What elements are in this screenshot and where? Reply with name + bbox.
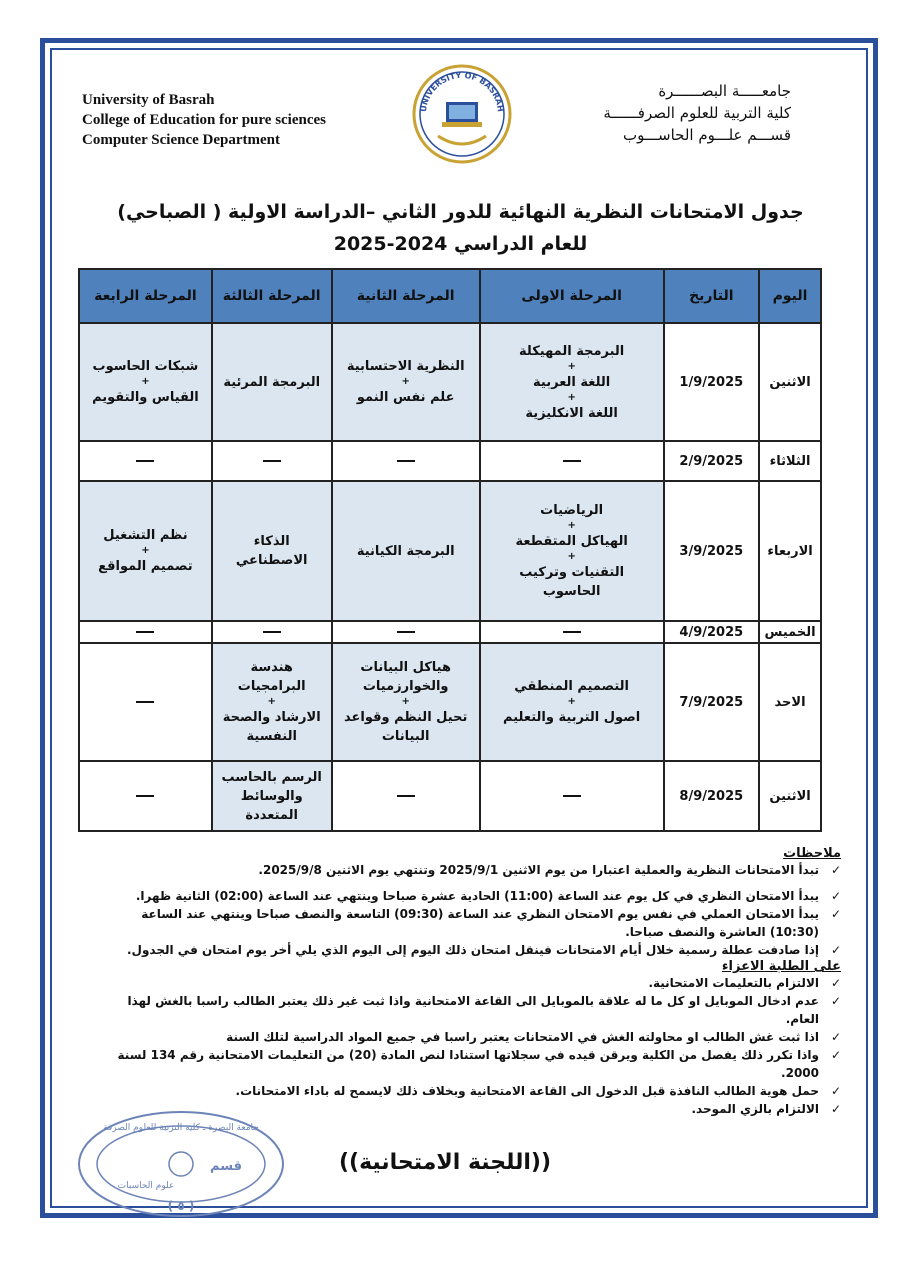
course-name: اللغة العربية: [533, 374, 611, 390]
empty-dash: [397, 795, 415, 797]
empty-dash: [136, 795, 154, 797]
plus-separator: +: [567, 391, 576, 403]
table-row: [79, 621, 821, 643]
cell-stage-3: [212, 643, 332, 761]
cell-stage-4: [79, 481, 212, 621]
course-name: اللغة الانكليزية: [525, 405, 618, 421]
cell-stage-3: [212, 481, 332, 621]
cell-day: الاحد: [759, 643, 821, 761]
table-row: [79, 481, 821, 621]
cell-date: 8/9/2025: [664, 761, 760, 831]
check-icon: ✓: [830, 943, 841, 957]
note-item: [100, 905, 841, 941]
cell-stage-4: [79, 761, 212, 831]
course-name: نظم التشغيل: [103, 528, 188, 543]
notes-heading: ملاحظات: [783, 846, 841, 861]
cell-date: 4/9/2025: [664, 621, 760, 643]
college-name-ar: كلية التربية للعلوم الصرفــــــة: [603, 104, 791, 122]
check-icon: ✓: [830, 863, 841, 877]
cell-stage-1: [480, 323, 664, 441]
course-name: هندسة: [250, 660, 293, 675]
note-text: الالتزام بالتعليمات الامتحانية.: [648, 976, 819, 990]
plus-separator: +: [567, 520, 576, 531]
stamp-line-2: قسم: [210, 1159, 242, 1174]
col-header-stage-1: المرحلة الاولى: [480, 269, 664, 323]
course-name: هياكل البيانات: [360, 660, 451, 675]
check-icon: ✓: [830, 889, 841, 903]
cell-stage-4: [79, 441, 212, 481]
note-item: [100, 974, 841, 992]
note-item: [100, 887, 841, 905]
check-icon: ✓: [830, 1048, 841, 1062]
table-row: [79, 761, 821, 831]
title-line-2: للعام الدراسي 2024-2025: [333, 233, 588, 255]
empty-dash: [397, 460, 415, 462]
check-icon: ✓: [830, 1102, 841, 1116]
plus-separator: +: [141, 545, 150, 556]
col-header-date: التاريخ: [664, 269, 760, 323]
check-icon: ✓: [830, 1030, 841, 1044]
cell-day: الاربعاء: [759, 481, 821, 621]
plus-separator: +: [567, 551, 576, 562]
plus-separator: +: [567, 696, 576, 707]
note-text: واذا تكرر ذلك يفصل من الكلية ويرقن قيده في سجلاتها استنادا لنص المادة (20) من التعليمات الامتحانية رقم 134 لسنة 2000.: [117, 1048, 819, 1080]
course-name: البيانات: [381, 729, 430, 744]
course-name: البرمجة المرئية: [223, 374, 321, 390]
list-gap: [100, 879, 841, 887]
cell-day: الثلاثاء: [759, 441, 821, 481]
plus-separator: +: [401, 696, 410, 707]
cell-date: 7/9/2025: [664, 643, 760, 761]
exam-schedule-table: [78, 268, 822, 832]
cell-day: الاثنين: [759, 323, 821, 441]
empty-dash: [563, 631, 581, 633]
cell-stage-3: [212, 761, 332, 831]
cell-stage-1: [480, 441, 664, 481]
title-line-1: جدول الامتحانات النظرية النهائية للدور الثاني –الدراسة الاولية ( الصباحي): [117, 201, 804, 223]
students-heading: على الطلبة الاعزاء: [721, 959, 841, 974]
notes-section: [100, 846, 841, 1118]
empty-dash: [563, 460, 581, 462]
logo-text: UNIVERSITY OF BASRAH: [418, 70, 506, 113]
course-name: الاصطناعي: [235, 553, 308, 568]
note-text: اذا ثبت غش الطالب او محاولته الغش في الامتحانات يعتبر راسبا في جميع المواد الدراسية لتلك السنة: [226, 1030, 819, 1044]
course-name: النظرية الاحتسابية: [346, 359, 465, 374]
cell-stage-4: [79, 621, 212, 643]
stamp-line-3: علوم الحاسبات: [117, 1181, 175, 1191]
note-item: [100, 992, 841, 1028]
course-name: الرسم بالحاسب: [221, 769, 322, 785]
cell-date: 3/9/2025: [664, 481, 760, 621]
cell-stage-1: [480, 481, 664, 621]
plus-separator: +: [141, 376, 150, 387]
table-row: [79, 323, 821, 441]
check-icon: ✓: [830, 907, 841, 921]
course-name: البرمجة المهيكلة: [519, 343, 625, 359]
course-name: القياس والتقويم: [92, 390, 199, 405]
course-name: الارشاد والصحة: [222, 710, 321, 725]
cell-day: الاثنين: [759, 761, 821, 831]
note-text: يبدأ الامتحان العملي في نفس يوم الامتحان النظري عند الساعة (09:30) التاسعة والنصف صباحا وينتهي عند الساعة (10:30) العاشرة والنصف صباحا.: [141, 907, 819, 939]
plus-separator: +: [401, 376, 410, 387]
col-header-stage-3: المرحلة الثالثة: [212, 269, 332, 323]
committee-signature: ((اللجنة الامتحانية)): [338, 1150, 552, 1175]
cell-stage-3: [212, 621, 332, 643]
check-icon: ✓: [830, 1084, 841, 1098]
notes-list: [100, 861, 841, 959]
course-name: النفسية: [246, 729, 297, 744]
stamp-line-1: جامعة البصرة ـ كلية التربية للعلوم الصرفة: [103, 1123, 259, 1133]
course-name: التصميم المنطقي: [514, 679, 630, 694]
stamp-number: ( ٥ ): [167, 1199, 195, 1213]
department-name-en: Computer Science Department: [82, 132, 281, 148]
plus-separator: +: [567, 360, 576, 372]
header-english: [82, 90, 326, 150]
cell-stage-4: [79, 643, 212, 761]
document-title: [100, 196, 821, 260]
course-name: تحيل النظم وقواعد: [344, 710, 468, 725]
note-item: [100, 1046, 841, 1082]
col-header-stage-2: المرحلة الثانية: [332, 269, 480, 323]
note-text: إذا صادفت عطلة رسمية خلال أيام الامتحانات فينقل امتحان ذلك اليوم إلى اليوم الذي يلي أخر يوم امتحان في الجدول.: [127, 943, 819, 957]
table-row: [79, 643, 821, 761]
cell-stage-1: [480, 621, 664, 643]
empty-dash: [263, 460, 281, 462]
cell-date: 2/9/2025: [664, 441, 760, 481]
cell-stage-1: [480, 643, 664, 761]
department-stamp: [76, 1108, 286, 1220]
check-icon: ✓: [830, 976, 841, 990]
course-name: البرمجة الكيانية: [356, 543, 455, 559]
college-name-en: College of Education for pure sciences: [82, 112, 327, 128]
university-name-en: University of Basrah: [82, 92, 215, 108]
course-name: تصميم المواقع: [98, 559, 193, 574]
empty-dash: [563, 795, 581, 797]
cell-stage-3: [212, 441, 332, 481]
empty-dash: [136, 701, 154, 703]
cell-stage-2: [332, 643, 480, 761]
note-item: [100, 861, 841, 879]
note-item: [100, 1028, 841, 1046]
note-item: [100, 941, 841, 959]
empty-dash: [136, 460, 154, 462]
col-header-day: اليوم: [759, 269, 821, 323]
note-item: [100, 1082, 841, 1100]
course-name: والوسائط: [240, 788, 303, 804]
course-name: علم نفس النمو: [356, 390, 455, 405]
note-text: الالتزام بالزي الموحد.: [691, 1102, 819, 1116]
header-arabic: [603, 80, 791, 146]
course-name: الهياكل المتقطعة: [515, 534, 628, 549]
course-name: التقنيات وتركيب: [519, 565, 625, 580]
course-name: الحاسوب: [542, 584, 601, 599]
table-row: [79, 441, 821, 481]
empty-dash: [136, 631, 154, 633]
course-name: الذكاء: [253, 534, 290, 549]
cell-stage-1: [480, 761, 664, 831]
university-logo: [412, 60, 512, 168]
cell-day: الخميس: [759, 621, 821, 643]
cell-stage-4: [79, 323, 212, 441]
note-text: يبدأ الامتحان النظري في كل يوم عند الساعة (11:00) الحادية عشرة صباحا وينتهي عند الساعة (02:00) الثانية ظهرا.: [135, 889, 819, 903]
course-name: المتعددة: [245, 807, 298, 823]
course-name: والخوارزميات: [362, 679, 449, 694]
empty-dash: [397, 631, 415, 633]
table-header-row: [79, 269, 821, 323]
course-name: البرامجيات: [237, 679, 306, 694]
cell-stage-2: [332, 621, 480, 643]
check-icon: ✓: [830, 994, 841, 1008]
cell-stage-2: [332, 441, 480, 481]
cell-stage-2: [332, 481, 480, 621]
col-header-stage-4: المرحلة الرابعة: [79, 269, 212, 323]
department-name-ar: قســـم علـــوم الحاســـوب: [622, 126, 791, 144]
cell-stage-2: [332, 323, 480, 441]
note-text: تبدأ الامتحانات النظرية والعملية اعتبارا من يوم الاثنين 2025/9/1 وتنتهي يوم الاثنين 2025/9/8.: [258, 863, 819, 877]
empty-dash: [263, 631, 281, 633]
cell-date: 1/9/2025: [664, 323, 760, 441]
course-name: شبكات الحاسوب: [92, 359, 199, 374]
cell-stage-3: [212, 323, 332, 441]
plus-separator: +: [267, 696, 276, 707]
note-text: حمل هوية الطالب النافذة قبل الدخول الى القاعة الامتحانية وبخلاف ذلك لايسمح له باداء الامتحانات.: [235, 1084, 819, 1098]
cell-stage-2: [332, 761, 480, 831]
university-name-ar: جامعـــــة البصــــــرة: [658, 82, 791, 100]
course-name: الرياضيات: [540, 503, 604, 518]
students-list: [100, 974, 841, 1118]
course-name: اصول التربية والتعليم: [503, 710, 641, 725]
note-text: عدم ادخال الموبايل او كل ما له علاقة بالموبايل الى القاعة الامتحانية واذا ثبت غير ذلك يعتبر الطالب راسبا بالغش لهذا العام.: [127, 994, 819, 1026]
